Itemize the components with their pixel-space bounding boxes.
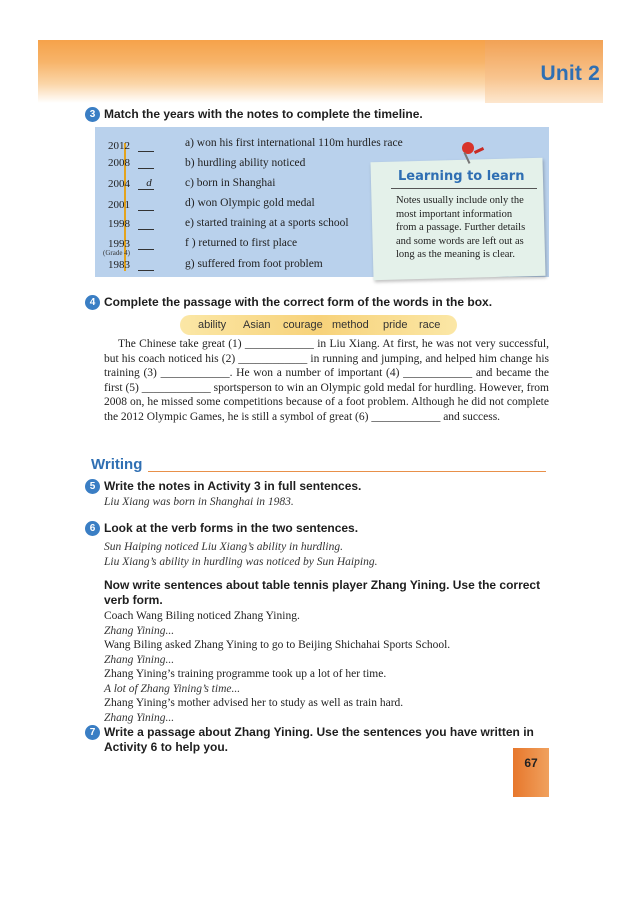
word-box-item: race [419, 319, 441, 331]
prompt-start: Zhang Yining... [104, 625, 175, 637]
activity-5-instruction: Write the notes in Activity 3 in full sentences. [104, 479, 362, 493]
timeline-note: f ) returned to first place [185, 237, 298, 249]
learning-to-learn-line: long as the meaning is clear. [396, 249, 515, 260]
prompt-sentence: Zhang Yining’s training programme took up a lot of her time. [104, 668, 387, 680]
prompt-sentence: Wang Biling asked Zhang Yining to go to Beijing Shichahai Sports School. [104, 639, 451, 651]
activity-4-number: 4 [85, 295, 100, 310]
word-box-item: ability [198, 319, 227, 331]
activity-7-number: 7 [85, 725, 100, 740]
writing-rule [148, 471, 546, 472]
activity-6-instruction-2: verb form. [104, 593, 163, 607]
timeline-note: e) started training at a sports school [185, 217, 349, 229]
activity-6-instruction: Look at the verb forms in the two sentences. [104, 521, 359, 535]
prompt-sentence: Zhang Yining’s mother advised her to study as well as train hard. [104, 697, 404, 709]
learning-to-learn-rule [391, 188, 537, 189]
unit-title: Unit 2 [540, 62, 600, 85]
prompt-sentence: Coach Wang Biling noticed Zhang Yining. [104, 610, 300, 622]
answer-blank[interactable] [138, 249, 154, 250]
word-box-item: method [332, 319, 369, 331]
prompt-start: Zhang Yining... [104, 654, 175, 666]
timeline-year: 2008 [108, 157, 130, 169]
activity-6-example: Sun Haiping noticed Liu Xiang’s ability in hurdling. [104, 541, 343, 553]
learning-to-learn-text [396, 194, 540, 262]
timeline-note: d) won Olympic gold medal [185, 197, 315, 209]
timeline-year: 2012 [108, 140, 130, 152]
answer-blank[interactable] [138, 151, 154, 152]
timeline-year: 2001 [108, 199, 130, 211]
writing-heading: Writing [91, 456, 143, 473]
timeline-note: c) born in Shanghai [185, 177, 276, 189]
activity-3-number: 3 [85, 107, 100, 122]
prompt-start: A lot of Zhang Yining’s time... [104, 683, 241, 695]
learning-to-learn-line: and some words are left out as [396, 235, 524, 247]
timeline-year: 1983 [108, 259, 130, 271]
activity-7-instruction: Write a passage about Zhang Yining. Use the sentences you have written in [104, 725, 534, 739]
activity-5-number: 5 [85, 479, 100, 494]
activity-6-example: Liu Xiang’s ability in hurdling was noticed by Sun Haiping. [104, 556, 378, 568]
timeline-year: 1998 [108, 218, 130, 230]
answer-blank[interactable] [138, 168, 154, 169]
learning-to-learn-line: most important information [396, 208, 513, 220]
timeline-year: 2004 [108, 178, 130, 190]
grade-label: (Grade 4) [103, 249, 131, 257]
answer-blank[interactable] [138, 210, 154, 211]
timeline-year: 1993 [108, 238, 130, 250]
timeline-note: a) won his first international 110m hurdles race [185, 137, 403, 149]
word-box-item: courage [283, 319, 323, 331]
word-box-item: pride [383, 319, 408, 331]
prompt-start: Zhang Yining... [104, 712, 175, 724]
passage [104, 337, 549, 425]
activity-3-instruction: Match the years with the notes to complete the timeline. [104, 107, 423, 121]
answer-example: d [146, 177, 152, 189]
activity-6-instruction-2: Now write sentences about table tennis player Zhang Yining. Use the correct [104, 578, 541, 592]
activity-7-instruction: Activity 6 to help you. [104, 740, 229, 754]
word-box-item: Asian [243, 319, 271, 331]
page-number: 67 [524, 756, 538, 770]
timeline-note: b) hurdling ability noticed [185, 157, 306, 169]
answer-blank[interactable] [138, 270, 154, 271]
answer-blank[interactable] [138, 189, 154, 190]
passage-text: The Chinese take great (1) ____________ in Liu Xiang. At first, he was not very successful, but his coach noticed his (2) ____________ in running and jumping, and helped him change his training (3) ____________. He won a number of important (4) ____________ and became the first (5) ____________ sportsperson to win an Olympic gold medal for hurdling. However, from 2008 on, he missed some competitions because of a foot problem. Although he did not complete the 2012 Olympic Games, he is still a symbol of great (6) ____________ and success. [104, 338, 549, 423]
learning-to-learn-title: Learning to learn [398, 169, 525, 184]
activity-4-instruction: Complete the passage with the correct form of the words in the box. [104, 295, 493, 309]
activity-6-number: 6 [85, 521, 100, 536]
timeline-note: g) suffered from foot problem [185, 258, 323, 270]
learning-to-learn-line: from a passage. Further details [396, 222, 526, 233]
learning-to-learn-line: Notes usually include only the [396, 195, 524, 206]
activity-5-example: Liu Xiang was born in Shanghai in 1983. [104, 496, 294, 508]
answer-blank[interactable] [138, 229, 154, 230]
